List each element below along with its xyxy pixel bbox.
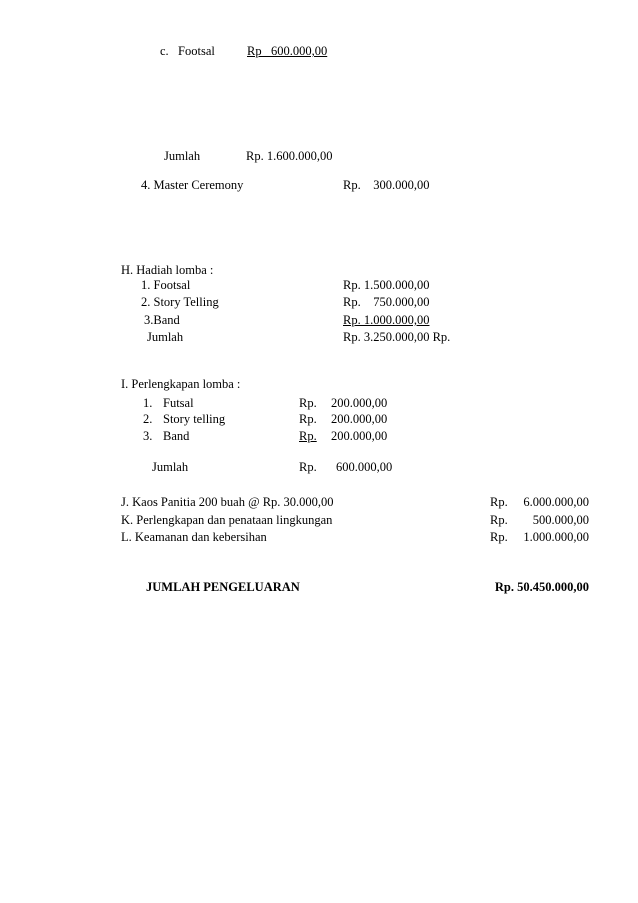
perlengkapan-heading: I. Perlengkapan lomba : bbox=[121, 377, 241, 391]
footsal-value: Rp 600.000,00 bbox=[247, 44, 328, 58]
master-ceremony-value: Rp. 300.000,00 bbox=[343, 178, 430, 192]
hadiah-total-label: Jumlah bbox=[147, 330, 184, 344]
hadiah-heading: H. Hadiah lomba : bbox=[121, 263, 214, 277]
other-item-rp: Rp. bbox=[490, 513, 508, 527]
other-item-label: L. Keamanan dan kebersihan bbox=[121, 530, 267, 544]
other-item-label: K. Perlengkapan dan penataan lingkungan bbox=[121, 513, 333, 527]
perlengkapan-item-value: 200.000,00 bbox=[331, 396, 388, 410]
jumlah-value: Rp. 1.600.000,00 bbox=[246, 149, 333, 163]
perlengkapan-item-num: 1. bbox=[143, 396, 153, 410]
master-ceremony-label: 4. Master Ceremony bbox=[141, 178, 244, 192]
hadiah-item-label: 3.Band bbox=[144, 313, 180, 327]
perlengkapan-item-rp: Rp. bbox=[299, 396, 317, 410]
hadiah-total-value: Rp. 3.250.000,00 Rp. bbox=[343, 330, 451, 344]
perlengkapan-total-value: 600.000,00 bbox=[336, 460, 393, 474]
other-item-rp: Rp. bbox=[490, 495, 508, 509]
perlengkapan-total-label: Jumlah bbox=[152, 460, 189, 474]
other-item-value: 500.000,00 bbox=[532, 513, 589, 527]
grand-total-value: Rp. 50.450.000,00 bbox=[494, 580, 589, 594]
other-item-rp: Rp. bbox=[490, 530, 508, 544]
grand-total-label: JUMLAH PENGELUARAN bbox=[146, 580, 300, 594]
perlengkapan-item-num: 2. bbox=[143, 412, 153, 426]
footsal-label: c. Footsal bbox=[160, 44, 215, 58]
jumlah-label: Jumlah bbox=[164, 149, 201, 163]
perlengkapan-item-label: Story telling bbox=[163, 412, 226, 426]
other-item-value: 6.000.000,00 bbox=[523, 495, 589, 509]
hadiah-item-value: Rp. 750.000,00 bbox=[343, 295, 430, 309]
hadiah-item-label: 1. Footsal bbox=[141, 278, 191, 292]
perlengkapan-item-rp: Rp. bbox=[299, 429, 317, 443]
perlengkapan-item-rp: Rp. bbox=[299, 412, 317, 426]
hadiah-item-value: Rp. 1.000.000,00 bbox=[343, 313, 430, 327]
perlengkapan-item-label: Futsal bbox=[163, 396, 194, 410]
perlengkapan-item-num: 3. bbox=[143, 429, 153, 443]
perlengkapan-total-rp: Rp. bbox=[299, 460, 317, 474]
hadiah-item-label: 2. Story Telling bbox=[141, 295, 219, 309]
other-item-label: J. Kaos Panitia 200 buah @ Rp. 30.000,00 bbox=[121, 495, 334, 509]
perlengkapan-item-value: 200.000,00 bbox=[331, 412, 388, 426]
perlengkapan-item-label: Band bbox=[163, 429, 190, 443]
other-item-value: 1.000.000,00 bbox=[523, 530, 589, 544]
perlengkapan-item-value: 200.000,00 bbox=[331, 429, 388, 443]
hadiah-item-value: Rp. 1.500.000,00 bbox=[343, 278, 430, 292]
